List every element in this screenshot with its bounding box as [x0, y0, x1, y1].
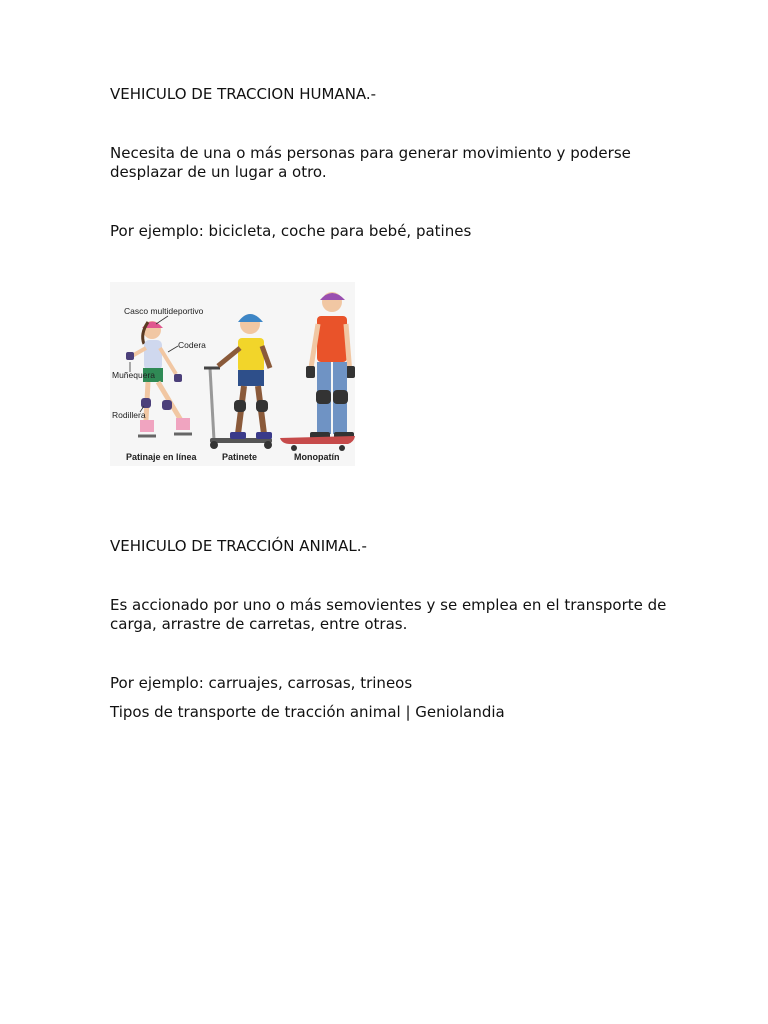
heading-animal-traction: VEHICULO DE TRACCIÓN ANIMAL.- [110, 537, 367, 555]
source-caption: Tipos de transporte de tracción animal | Geniolandia [110, 703, 505, 721]
teen-skateboarder [280, 292, 355, 451]
human-traction-description: Necesita de una o más personas para generar movimiento y poderse desplazar de un lugar a otro. [110, 144, 631, 181]
protective-gear-illustration [110, 282, 355, 466]
animal-traction-examples: Por ejemplo: carruajes, carrosas, trineos [110, 674, 413, 692]
label-skateboard: Monopatín [294, 452, 340, 462]
label-helmet: Casco multideportivo [124, 306, 204, 316]
human-traction-examples: Por ejemplo: bicicleta, coche para bebé, patines [110, 222, 472, 240]
label-wrist-guard: Muñequera [112, 370, 156, 380]
label-elbow-pad: Codera [178, 340, 206, 350]
label-knee-pad: Rodillera [112, 410, 146, 420]
label-inline-skating: Patinaje en línea [126, 452, 197, 462]
illustration-svg [110, 282, 355, 466]
heading-human-traction: VEHICULO DE TRACCION HUMANA.- [110, 85, 377, 103]
boy-scooter-rider [204, 314, 272, 449]
label-scooter: Patinete [222, 452, 258, 462]
animal-traction-description: Es accionado por uno o más semovientes y se emplea en el transporte de carga, arrastre de carretas, entre otras. [110, 596, 667, 633]
